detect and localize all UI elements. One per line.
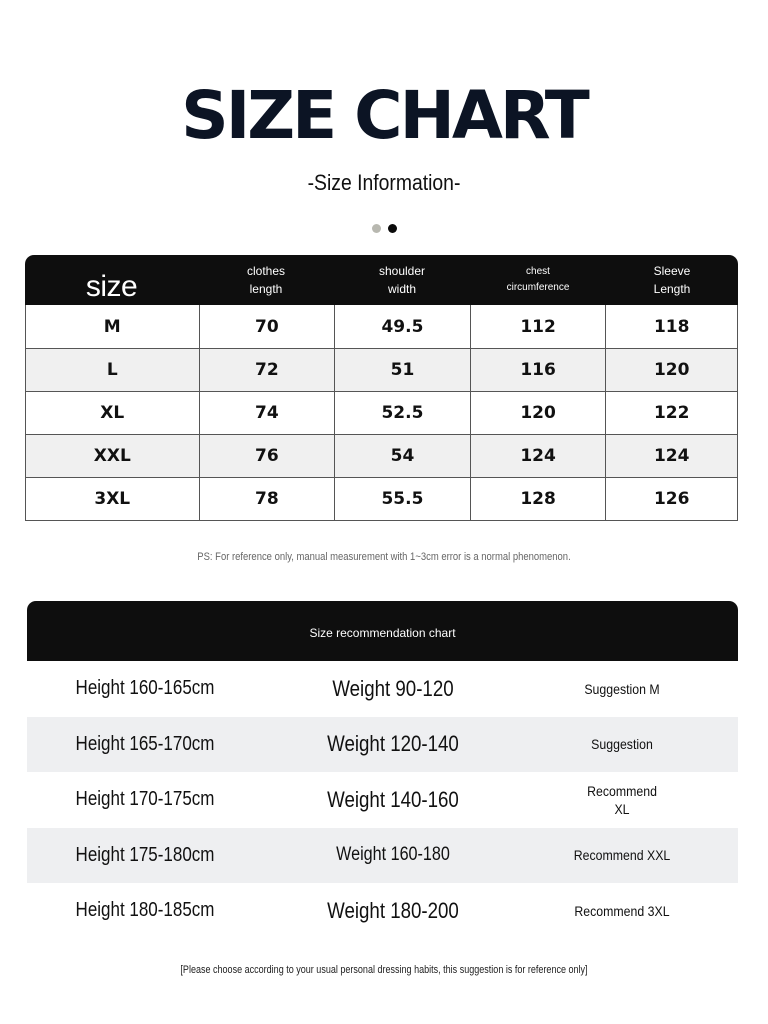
table-row — [26, 434, 737, 477]
page-subtitle: -Size Information- — [307, 170, 461, 195]
table-cell: XXL — [93, 446, 131, 466]
recommendation-list — [27, 661, 738, 939]
size-table-header — [25, 255, 738, 305]
table-cell: 112 — [470, 305, 606, 348]
recommendation-row — [27, 828, 738, 884]
height-range: Height 165-170cm — [75, 732, 215, 755]
recommendation-row — [27, 661, 738, 717]
table-cell: 70 — [199, 305, 335, 348]
table-cell: 118 — [605, 305, 737, 348]
height-range: Height 160-165cm — [75, 677, 215, 700]
weight-range: Weight 160-180 — [336, 844, 450, 866]
table-cell: L — [106, 360, 118, 380]
table-cell: 78 — [199, 478, 335, 520]
table-cell: 120 — [470, 392, 606, 434]
table-cell: 120 — [605, 349, 737, 391]
header-shoulder-width: shoulder width — [378, 264, 426, 296]
table-cell: 55.5 — [334, 478, 470, 520]
page-title: SIZE CHART — [181, 77, 587, 154]
height-range: Height 170-175cm — [75, 788, 215, 811]
table-cell: 52.5 — [334, 392, 470, 434]
recommendation-row — [27, 717, 738, 773]
table-cell: 116 — [470, 349, 606, 391]
header-size: size — [85, 270, 138, 303]
table-cell: 49.5 — [334, 305, 470, 348]
table-cell: XL — [100, 403, 125, 423]
measurement-note: PS: For reference only, manual measurement with 1~3cm error is a normal phenomenon. — [197, 551, 571, 563]
table-cell: 3XL — [94, 489, 131, 509]
table-cell: 126 — [605, 478, 737, 520]
table-cell: 122 — [605, 392, 737, 434]
size-suggestion: Suggestion — [591, 736, 653, 753]
size-suggestion: Recommend 3XL — [574, 902, 670, 919]
header-chest-circumference: chest circumference — [506, 266, 570, 293]
table-row — [26, 477, 737, 520]
table-cell: 124 — [605, 435, 737, 477]
carousel-dot[interactable] — [372, 224, 381, 233]
table-cell: 128 — [470, 478, 606, 520]
height-range: Height 180-185cm — [75, 899, 215, 922]
table-cell: 54 — [334, 435, 470, 477]
height-range: Height 175-180cm — [75, 843, 215, 866]
size-table — [25, 255, 738, 520]
table-cell: 51 — [334, 349, 470, 391]
size-suggestion: Suggestion M — [584, 680, 660, 697]
weight-range: Weight 90-120 — [332, 675, 454, 701]
table-row — [26, 348, 737, 391]
carousel-dot-active[interactable] — [388, 224, 397, 233]
weight-range: Weight 180-200 — [327, 897, 459, 923]
weight-range: Weight 120-140 — [327, 731, 459, 757]
weight-range: Weight 140-160 — [327, 786, 459, 812]
table-cell: 72 — [199, 349, 335, 391]
size-suggestion: Recommend XL — [587, 782, 657, 817]
recommendation-row — [27, 883, 738, 939]
recommendation-title: Size recommendation chart — [27, 601, 738, 661]
header-sleeve-length: Sleeve Length — [653, 264, 691, 296]
header-clothes-length: clothes length — [246, 264, 286, 296]
table-cell: M — [103, 316, 121, 337]
table-cell: 76 — [199, 435, 335, 477]
recommendation-row — [27, 772, 738, 828]
table-cell: 74 — [199, 392, 335, 434]
size-table-body — [25, 305, 738, 521]
table-row — [26, 305, 737, 348]
table-cell: 124 — [470, 435, 606, 477]
carousel-indicator — [0, 224, 768, 233]
footnote: [Please choose according to your usual personal dressing habits, this suggestion is for reference only] — [180, 964, 588, 976]
size-suggestion: Recommend XXL — [573, 847, 671, 864]
table-row — [26, 391, 737, 434]
